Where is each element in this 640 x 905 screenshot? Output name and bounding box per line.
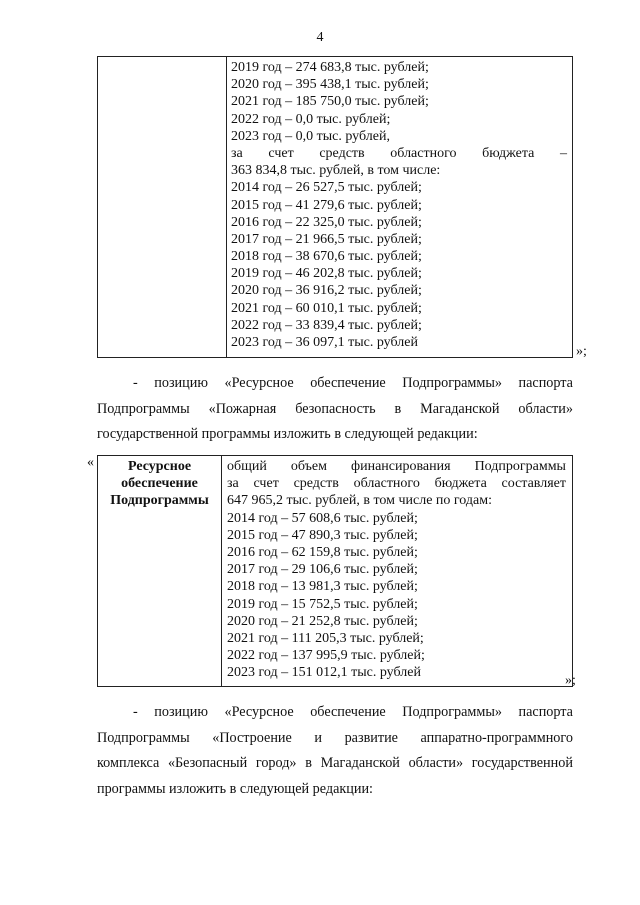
funding-year-line: 2018 год – 38 670,6 тыс. рублей; <box>231 249 422 265</box>
word: Подпрограммы <box>97 729 190 746</box>
funding-year-line: 2023 год – 0,0 тыс. рублей, <box>231 128 390 144</box>
closing-quote: »; <box>576 344 587 359</box>
funding-year-line: 2019 год – 15 752,5 тыс. рублей; <box>227 596 418 612</box>
word: области» <box>518 400 573 417</box>
instruction-paragraph-2 <box>97 700 573 802</box>
funding-year-line: 2020 год – 21 252,8 тыс. рублей; <box>227 613 418 629</box>
word: развитие <box>344 729 398 746</box>
funding-cell <box>227 458 566 681</box>
word: областного <box>353 476 420 492</box>
funding-cell <box>231 59 567 351</box>
word: безопасность <box>295 400 376 417</box>
word: «Ресурсное <box>224 375 294 391</box>
word: составляет <box>501 476 566 492</box>
resource-table-fire-safety <box>97 455 573 687</box>
table-column-divider <box>221 456 222 686</box>
row-label-line: Ресурсное <box>127 459 192 474</box>
word: «Пожарная <box>208 400 277 417</box>
word: «Безопасный <box>167 755 248 771</box>
funding-year-line: 2023 год – 36 097,1 тыс. рублей <box>231 335 418 350</box>
funding-year-line: 2021 год – 60 010,1 тыс. рублей; <box>231 300 422 316</box>
row-label-line: Подпрограммы <box>110 493 209 508</box>
closing-quote: »; <box>565 673 576 688</box>
funding-year-line: 2020 год – 36 916,2 тыс. рублей; <box>231 283 422 299</box>
funding-year-line: 2021 год – 111 205,3 тыс. рублей; <box>227 630 424 646</box>
funding-year-line: 2022 год – 33 839,4 тыс. рублей; <box>231 317 422 333</box>
word: финансирования <box>351 459 451 474</box>
resource-table-continued <box>97 56 573 358</box>
funding-year-line: 2015 год – 41 279,6 тыс. рублей; <box>231 197 422 213</box>
paragraph-line <box>97 726 573 752</box>
table-column-divider <box>226 57 227 357</box>
word: Магаданской <box>320 755 400 771</box>
paragraph-line <box>97 371 573 397</box>
word: комплекса <box>97 755 160 771</box>
funding-year-line: 2019 год – 274 683,8 тыс. рублей; <box>231 60 429 75</box>
word: средств <box>319 145 365 161</box>
row-label-resources <box>98 458 221 509</box>
funding-year-line: 2015 год – 47 890,3 тыс. рублей; <box>227 527 418 543</box>
word: и <box>314 729 322 746</box>
word: за <box>231 145 243 161</box>
page-number: 4 <box>316 30 324 45</box>
row-label-line: обеспечение <box>121 476 198 491</box>
word: государственной <box>471 755 573 771</box>
word: обеспечение <box>310 375 386 391</box>
word: «Построение <box>212 729 292 746</box>
funding-year-line: 647 965,2 тыс. рублей, в том числе по годам: <box>227 493 492 509</box>
word: Подпрограммы» <box>402 375 502 391</box>
word: позицию <box>154 704 208 720</box>
word: области» <box>408 755 464 771</box>
word: в <box>305 755 312 771</box>
word: в <box>394 400 402 417</box>
word: паспорта <box>518 375 573 391</box>
funding-year-line: 363 834,8 тыс. рублей, в том числе: <box>231 163 441 179</box>
word: город» <box>255 755 297 771</box>
funding-year-line: 2022 год – 0,0 тыс. рублей; <box>231 111 391 127</box>
justified-text-line <box>227 458 566 475</box>
funding-year-line: 2020 год – 395 438,1 тыс. рублей; <box>231 77 429 93</box>
funding-year-line: 2019 год – 46 202,8 тыс. рублей; <box>231 266 422 282</box>
funding-year-line: 2014 год – 26 527,5 тыс. рублей; <box>231 180 422 196</box>
word: Подпрограммы» <box>402 704 502 720</box>
word: - <box>133 375 138 391</box>
funding-year-line: 2016 год – 62 159,8 тыс. рублей; <box>227 544 418 560</box>
justified-text-line <box>231 145 567 162</box>
word: аппаратно-программного <box>420 729 573 746</box>
paragraph-line <box>97 397 573 423</box>
funding-year-line: 2017 год – 29 106,6 тыс. рублей; <box>227 562 418 578</box>
paragraph-line: программы изложить в следующей редакции: <box>97 780 373 797</box>
word: счет <box>268 145 294 161</box>
funding-year-line: 2014 год – 57 608,6 тыс. рублей; <box>227 510 418 526</box>
justified-text-line <box>227 475 566 492</box>
word: средств <box>293 476 339 492</box>
funding-year-line: 2023 год – 151 012,1 тыс. рублей <box>227 665 421 681</box>
word: Подпрограммы <box>474 459 566 474</box>
word: паспорта <box>518 704 573 720</box>
word: позицию <box>154 375 208 391</box>
word: областного <box>390 145 457 161</box>
word: обеспечение <box>310 704 386 720</box>
paragraph-line <box>97 700 573 726</box>
word: Магаданской <box>420 400 500 417</box>
funding-year-line: 2016 год – 22 325,0 тыс. рублей; <box>231 214 422 230</box>
paragraph-line: государственной программы изложить в следующей редакции: <box>97 426 478 442</box>
word: - <box>133 704 138 720</box>
word: бюджета <box>434 476 487 492</box>
word: за <box>227 476 239 492</box>
word: «Ресурсное <box>224 704 294 720</box>
funding-year-line: 2017 год – 21 966,5 тыс. рублей; <box>231 231 422 247</box>
word: объем <box>290 459 327 474</box>
word: бюджета <box>482 145 535 161</box>
word: – <box>559 145 567 161</box>
funding-year-line: 2022 год – 137 995,9 тыс. рублей; <box>227 648 425 664</box>
funding-year-line: 2021 год – 185 750,0 тыс. рублей; <box>231 94 429 110</box>
opening-quote: « <box>87 455 94 470</box>
instruction-paragraph-1 <box>97 371 573 448</box>
word: Подпрограммы <box>97 400 190 417</box>
funding-year-line: 2018 год – 13 981,3 тыс. рублей; <box>227 579 418 595</box>
paragraph-line <box>97 751 573 777</box>
word: общий <box>227 459 267 474</box>
word: счет <box>253 476 279 492</box>
